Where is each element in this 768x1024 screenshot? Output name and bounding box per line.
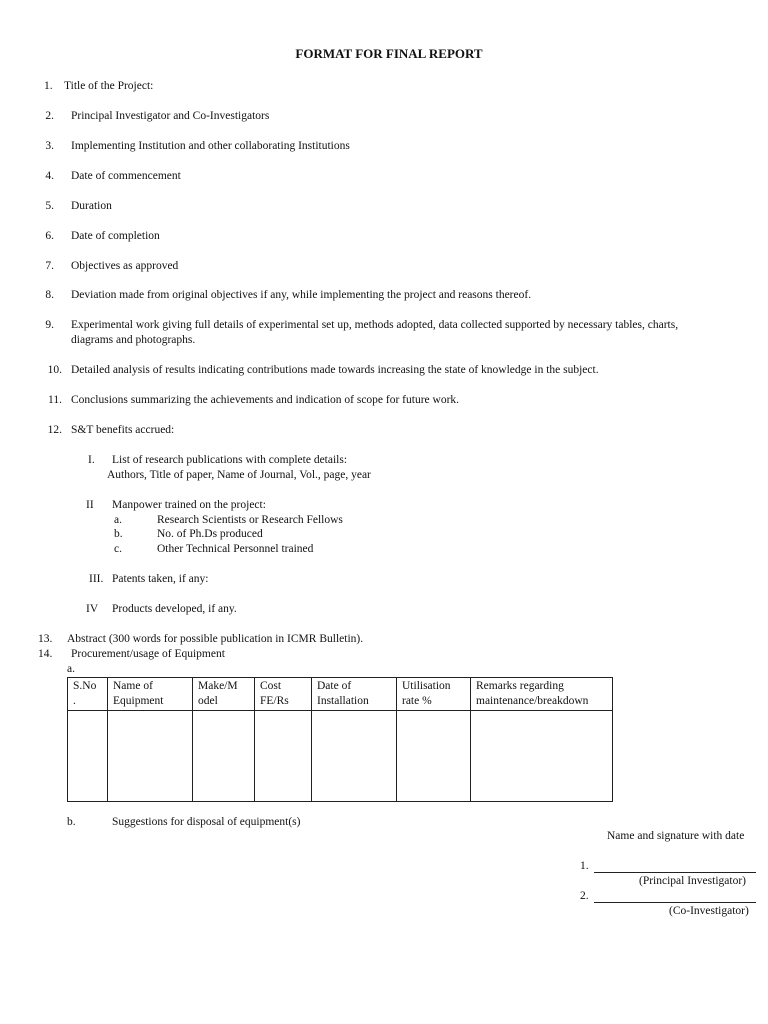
benefit-iii-text: Patents taken, if any: (112, 573, 209, 585)
item-7-number: 7. (45, 260, 54, 272)
item-13-number: 13. (38, 633, 53, 645)
benefit-ii-sub-b-text: No. of Ph.Ds produced (157, 528, 263, 540)
item-2-number: 2. (45, 110, 54, 122)
signature-1-number: 1. (580, 860, 589, 872)
item-14-sub-a-letter: a. (67, 663, 75, 675)
benefit-iv-text: Products developed, if any. (112, 603, 237, 615)
item-6-number: 6. (45, 230, 54, 242)
benefit-i-text: List of research publications with complete details: (112, 454, 348, 466)
table-header-row (68, 678, 613, 711)
header-make-model: Make/M odel (193, 678, 255, 711)
header-utilisation-rate: Utilisation rate % (397, 678, 471, 711)
item-1-text: Title of the Project: (64, 80, 154, 92)
page-title: FORMAT FOR FINAL REPORT (295, 46, 483, 61)
item-8-number: 8. (45, 289, 54, 301)
table-cell[interactable] (193, 711, 255, 802)
item-5-text: Duration (71, 200, 112, 212)
table-cell[interactable] (68, 711, 108, 802)
benefit-ii-number: II (86, 499, 94, 511)
table-row (68, 711, 613, 802)
item-1-number: 1. (44, 80, 53, 92)
item-9-number: 9. (45, 319, 54, 331)
benefit-ii-sub-c-text: Other Technical Personnel trained (157, 543, 314, 555)
benefit-ii-sub-a-letter: a. (114, 514, 122, 526)
signature-2-line[interactable] (594, 890, 756, 903)
benefit-i-text-continued: Authors, Title of paper, Name of Journal, Vol., page, year (107, 469, 371, 481)
item-3-number: 3. (45, 140, 54, 152)
header-name-of-equipment: Name of Equipment (108, 678, 193, 711)
item-14-number: 14. (38, 648, 53, 660)
benefit-ii-sub-c-letter: c. (114, 543, 122, 555)
table-cell[interactable] (471, 711, 613, 802)
item-10-text: Detailed analysis of results indicating contributions made towards increasing the state of knowledge in the subject. (71, 364, 599, 376)
benefit-iii-number: III. (89, 573, 104, 585)
item-7-text: Objectives as approved (71, 260, 179, 272)
benefit-ii-sub-a-text: Research Scientists or Research Fellows (157, 514, 343, 526)
item-11-text: Conclusions summarizing the achievements and indication of scope for future work. (71, 394, 460, 406)
equipment-table (67, 677, 613, 802)
table-cell[interactable] (312, 711, 397, 802)
item-b-letter: b. (67, 816, 76, 828)
item-12-text: S&T benefits accrued: (71, 424, 175, 436)
benefit-iv-number: IV (86, 603, 99, 615)
item-8-text: Deviation made from original objectives if any, while implementing the project and reasons thereof. (71, 289, 532, 301)
item-13-text: Abstract (300 words for possible publication in ICMR Bulletin). (67, 633, 364, 645)
item-4-text: Date of commencement (71, 170, 181, 182)
header-sno: S.No . (68, 678, 108, 711)
signature-heading: Name and signature with date (607, 830, 745, 842)
item-3-text: Implementing Institution and other collaborating Institutions (71, 140, 350, 152)
signature-2-role: (Co-Investigator) (669, 905, 749, 917)
header-cost: Cost FE/Rs (255, 678, 312, 711)
benefit-i-number: I. (88, 454, 95, 466)
table-cell[interactable] (108, 711, 193, 802)
signature-2-number: 2. (580, 890, 589, 902)
table-cell[interactable] (255, 711, 312, 802)
item-10-number: 10. (47, 364, 62, 376)
item-12-number: 12. (47, 424, 62, 436)
benefit-ii-sub-b-letter: b. (114, 528, 123, 540)
item-b-text: Suggestions for disposal of equipment(s) (112, 816, 301, 828)
header-remarks: Remarks regarding maintenance/breakdown (471, 678, 613, 711)
table-cell[interactable] (397, 711, 471, 802)
item-9-text-continued: diagrams and photographs. (71, 334, 196, 346)
item-14-text: Procurement/usage of Equipment (71, 648, 225, 660)
signature-1-role: (Principal Investigator) (639, 875, 746, 887)
item-4-number: 4. (45, 170, 54, 182)
item-6-text: Date of completion (71, 230, 160, 242)
header-date-of-installation: Date of Installation (312, 678, 397, 711)
item-5-number: 5. (45, 200, 54, 212)
signature-1-line[interactable] (594, 860, 756, 873)
item-2-text: Principal Investigator and Co-Investigators (71, 110, 270, 122)
item-11-number: 11. (48, 394, 62, 406)
item-9-text: Experimental work giving full details of experimental set up, methods adopted, data collected supported by necessary tables, charts, (71, 319, 679, 331)
benefit-ii-text: Manpower trained on the project: (112, 499, 266, 511)
